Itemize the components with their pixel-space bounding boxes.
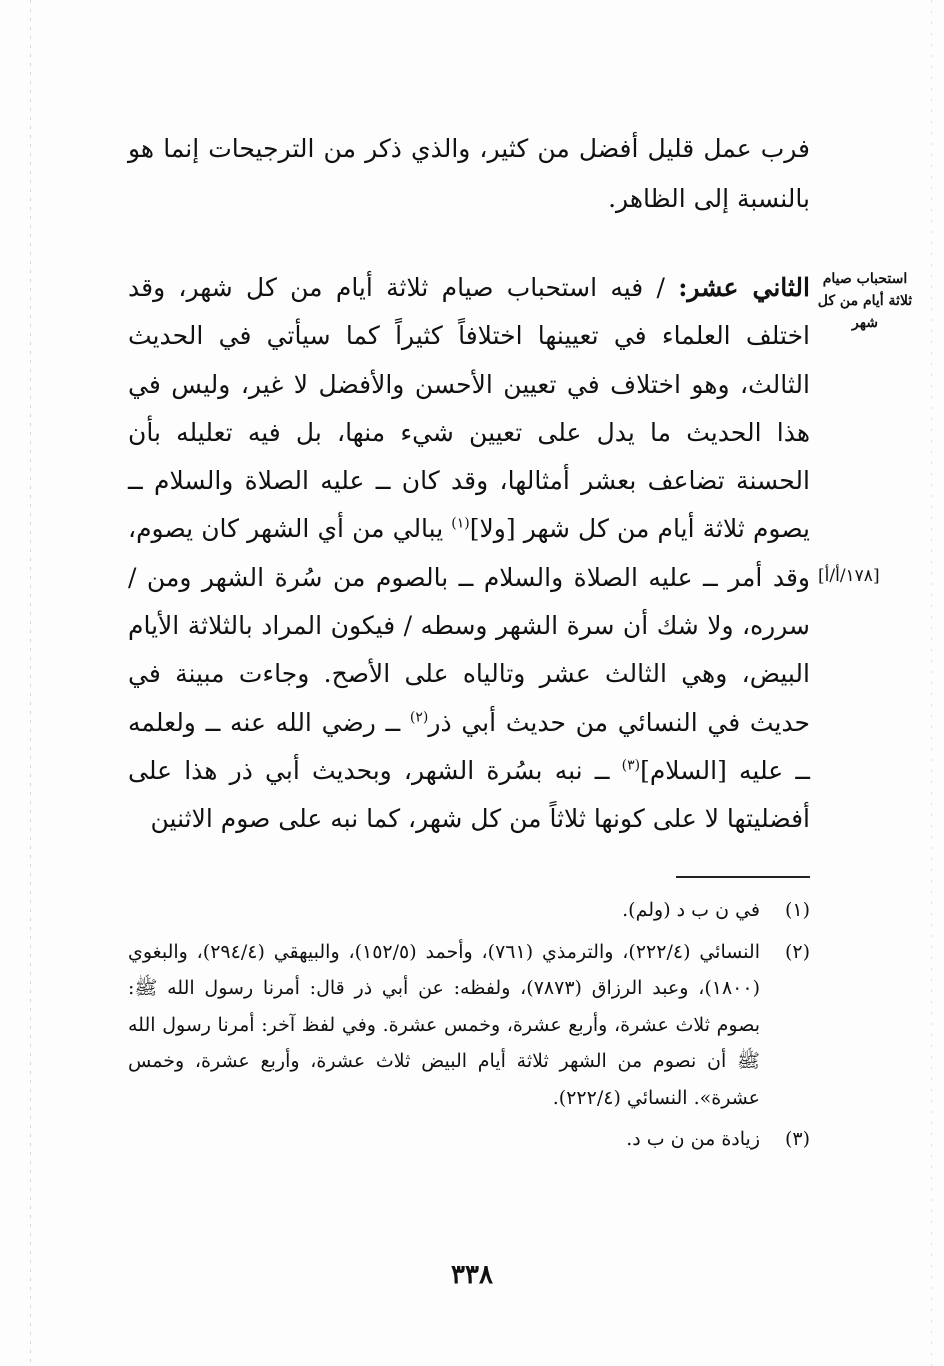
footnote-ref-2[interactable]: (٢) — [409, 709, 429, 726]
footnote-item — [128, 1121, 810, 1158]
footnote-text: زيادة من ن ب د. — [626, 1128, 760, 1150]
footnote-ref-1[interactable]: (١) — [451, 516, 470, 533]
manuscript-folio-marker: [١٧٨/أ/أ] — [818, 566, 880, 586]
margin-side-note: استحباب صيام ثلاثة أيام من كل شهر — [817, 271, 913, 331]
footnote-item — [128, 934, 810, 1117]
footnote-item — [128, 892, 810, 929]
section-lead: الثاني عشر: — [678, 273, 810, 302]
footnote-separator — [676, 876, 810, 878]
body-part-2: يبالي من أي الشهر كان يصوم، وقد أمر ــ عليه الصلاة والسلام ــ بالصوم من سُرة الشهر ومن / سرره، ولا شك أن سرة الشهر وسطه / فيكون المراد بالثلاثة الأيام البيض، وهي الثالث عشر وتالياه على الأصح. وجاءت مبينة في حديث في النسائي من حديث أبي ذر — [128, 514, 810, 737]
footnote-text: في ن ب د (ولم). — [622, 899, 760, 921]
intro-paragraph: فرب عمل قليل أفضل من كثير، والذي ذكر من الترجيحات إنما هو بالنسبة إلى الظاهر. — [128, 134, 810, 213]
scan-edge-right — [931, 0, 932, 1366]
body-part-1: / فيه استحباب صيام ثلاثة أيام من كل شهر، وقد اختلف العلماء في تعيينها اختلافاً كثيراً كما سيأتي في الحديث الثالث، وهو اختلاف في تعيين الأحسن والأفضل لا غير، وليس في هذا الحديث ما يدل على تعيين شيء منها، بل فيه تعليله بأن الحسنة تضاعف بعشر أمثالها، وقد كان ــ عليه الصلاة والسلام ــ يصوم ثلاثة أيام من كل شهر [ولا] — [128, 273, 810, 544]
body-part-3: ــ رضي الله عنه ــ ولعلمه ــ عليه [السلام] — [128, 707, 810, 785]
footnote-number: (٣) — [784, 1128, 810, 1150]
footnote-text: النسائي (٢٢٢/٤)، والترمذي (٧٦١)، وأحمد (١٥٢/٥)، والبيهقي (٢٩٤/٤)، والبغوي (١٨٠٠)، وعبد الرزاق (٧٨٧٣)، ولفظه: عن أبي ذر قال: أمرنا رسول الله ﷺ: بصوم ثلاث عشرة، وأربع عشرة، وخمس عشرة. وفي لفظ آخر: أمرنا رسول الله ﷺ أن نصوم من الشهر ثلاثة أيام البيض ثلاث عشرة، وأربع عشرة، وخمس عشرة». النسائي (٢٢٢/٤). — [128, 940, 760, 1109]
footnote-number: (١) — [784, 899, 810, 921]
page-number: ٣٣٨ — [451, 1260, 493, 1290]
scan-edge-left — [30, 0, 31, 1366]
body-part-4: ــ نبه بسُرة الشهر، وبحديث أبي ذر هذا على أفضليتها لا على كونها ثلاثاً من كل شهر، كما نبه على صوم الاثنين — [128, 755, 810, 834]
footnote-number: (٢) — [784, 940, 810, 963]
footnote-ref-3[interactable]: (٣) — [621, 757, 641, 774]
footnotes — [128, 892, 810, 1163]
main-paragraph — [128, 264, 810, 844]
main-paragraph-text — [128, 264, 810, 844]
